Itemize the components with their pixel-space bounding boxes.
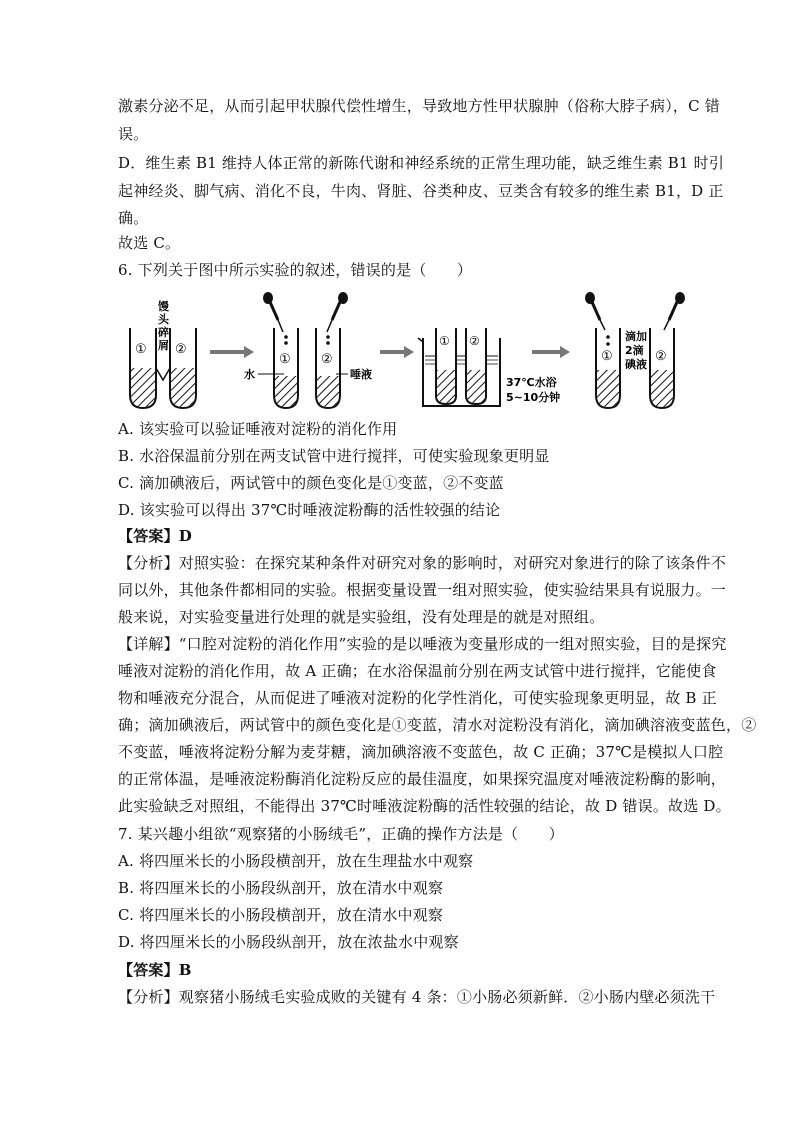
tube-1-label: ① [279,352,291,367]
tube-2-label: ② [175,342,187,357]
iodine-label-3: 碘液 [625,358,647,371]
arrow-right-icon [380,346,414,358]
q6-detail-line: 物和唾液充分混合，从而促进了唾液对淀粉的化学性消化，可使实验现象更明显，故 B 正 [118,689,717,707]
water-label: 水 [244,368,255,381]
text-line: 故选 C。 [118,234,181,252]
q7-option-b: B. 将四厘米长的小肠段纵剖开，放在清水中观察 [118,879,444,897]
stage-2-tubes [244,292,372,408]
tube-2-label: ② [655,349,667,364]
q6-analysis-line: 【分析】对照实验：在探究某种条件对研究对象的影响时，对研究对象进行的除了该条件不 [118,554,727,572]
tube-2-label: ② [469,334,480,348]
question-7-stem: 7. 某兴趣小组欲“观察猪的小肠绒毛”，正确的操作方法是（ ） [118,825,564,843]
crumb-pile [156,368,170,380]
tube-1-label: ① [601,349,613,364]
bread-crumbs-2 [171,368,195,407]
stage-1-tubes [130,299,196,408]
q7-answer: 【答案】B [118,961,192,979]
arrow-right-icon [210,346,254,358]
q6-detail-line: 确；滴加碘液后，两试管中的颜色变化是①变蓝，清水对淀粉没有消化，滴加碘溶液变蓝色，② [118,716,757,734]
text-line: 误。 [118,125,149,143]
dropper-icon [327,292,348,332]
bath-time-label: 5~10分钟 [506,391,561,404]
dropper-icon [585,292,605,330]
arrow-right-icon [532,346,570,358]
experiment-figure [118,290,688,420]
text-line: 激素分泌不足，从而引起甲状腺代偿性增生，导致地方性甲状腺肿（俗称大脖子病），C 错 [118,97,720,115]
iodine-label-2: 2滴 [625,344,644,357]
text-line: 起神经炎、脚气病、消化不良，牛肉、肾脏、谷类种皮、豆类含有较多的维生素 B1，D 正 [118,182,724,200]
q6-option-c: C. 滴加碘液后，两试管中的颜色变化是①变蓝，②不变蓝 [118,474,504,492]
q7-analysis-line: 【分析】观察猪小肠绒毛实验成败的关键有 4 条：①小肠必须新鲜．②小肠内壁必须洗干 [118,988,716,1006]
q7-option-c: C. 将四厘米长的小肠段横剖开，放在清水中观察 [118,906,444,924]
question-6-stem: 6. 下列关于图中所示实验的叙述，错误的是（ ） [118,261,473,279]
q6-option-b: B. 水浴保温前分别在两支试管中进行搅拌，可使实验现象更明显 [118,447,550,465]
tube-1-label: ① [439,334,450,348]
q6-detail-line: 唾液对淀粉的消化作用，故 A 正确；在水浴保温前分别在两支试管中进行搅拌，它能使食 [118,662,717,680]
bath-temperature-label: 37℃水浴 [506,376,557,389]
saliva-label: 唾液 [350,368,372,381]
experiment-diagram [118,290,688,420]
q6-answer: 【答案】D [118,527,193,545]
beaker [423,338,500,406]
q7-option-d: D. 将四厘米长的小肠段纵剖开，放在浓盐水中观察 [118,933,459,951]
dropper-icon [263,292,283,332]
q6-detail-line: 此实验缺乏对照组，不能得出 37℃时唾液淀粉酶的活性较强的结论，故 D 错误。故选 D。 [118,797,731,815]
stage-3-water-bath [418,328,560,406]
q6-detail-line: 不变蓝，唾液将淀粉分解为麦芽糖，滴加碘溶液不变蓝色，故 C 正确；37℃是模拟人口腔 [118,743,724,761]
q6-detail-line: 的正常体温，是唾液淀粉酶消化淀粉反应的最佳温度，如果探究温度对唾液淀粉酶的影响， [118,770,727,788]
bread-crumbs-1 [131,368,155,407]
tube-2-label: ② [321,352,333,367]
stage-4-tubes [585,292,685,408]
iodine-label-1: 滴加 [625,330,647,343]
bread-label: 馒头碎屑 [158,300,169,352]
q6-option-d: D. 该实验可以得出 37℃时唾液淀粉酶的活性较强的结论 [118,501,501,519]
text-line: D．维生素 B1 维持人体正常的新陈代谢和神经系统的正常生理功能，缺乏维生素 B1 时引 [118,154,725,172]
tube-1-label: ① [135,342,147,357]
text-line: 确。 [118,209,149,227]
q6-analysis-line: 同以外，其他条件都相同的实验。根据变量设置一组对照实验，使实验结果具有说服力。一 [118,581,727,599]
q6-detail-line: 【详解】“口腔对淀粉的消化作用”实验的是以唾液为变量形成的一组对照实验，目的是探究 [118,635,727,653]
dropper-icon [664,292,685,330]
q7-option-a: A. 将四厘米长的小肠段横剖开，放在生理盐水中观察 [118,852,474,870]
q6-option-a: A. 该实验可以验证唾液对淀粉的消化作用 [118,420,398,438]
q6-analysis-line: 般来说，对实验变量进行处理的就是实验组，没有处理是的就是对照组。 [118,608,605,626]
